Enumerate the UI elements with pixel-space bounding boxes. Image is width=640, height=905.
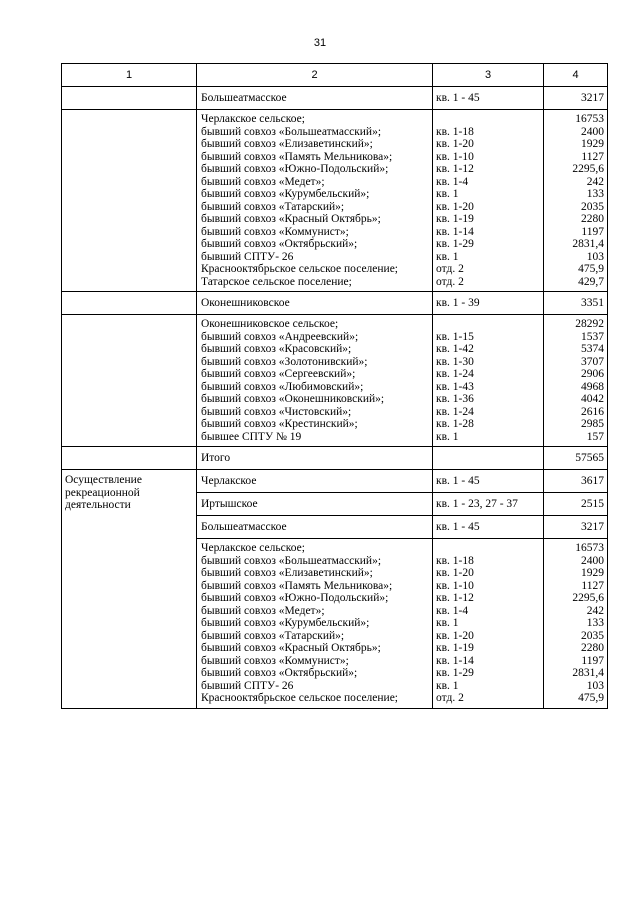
area-value: 16573	[575, 542, 604, 554]
subdivision-name: бывший совхоз «Оконешниковский»;	[201, 393, 385, 405]
quarter-range: кв. 1	[436, 617, 459, 629]
quarter-range: кв. 1-24	[436, 368, 474, 380]
quarter-range: кв. 1	[436, 430, 459, 443]
activity-type-line: рекреационной	[65, 486, 140, 499]
area-cell: 3217	[544, 87, 608, 110]
quarter-range: кв. 1	[436, 250, 459, 263]
quarter-range: кв. 1-12	[436, 592, 474, 604]
table-header-row	[62, 64, 608, 87]
subdivision-name: бывший совхоз «Татарский»;	[201, 629, 345, 642]
subdivision-name: бывший совхоз «Чистовский»;	[201, 405, 352, 418]
area-value: 2400	[581, 554, 604, 567]
table-row	[62, 292, 608, 315]
quarter-range: кв. 1-10	[436, 150, 474, 163]
forest-area-table	[61, 63, 608, 709]
area-cell	[544, 315, 608, 447]
area-value: 2035	[581, 200, 604, 213]
subdivision-name: бывший совхоз «Крестинский»;	[201, 418, 358, 430]
subdivision-name: бывший совхоз «Красный Октябрь»;	[201, 213, 381, 225]
area-value: 2616	[581, 405, 604, 418]
quarter-cell: кв. 1 - 45	[433, 470, 544, 493]
subdivision-name: бывший совхоз «Елизаветинский»;	[201, 567, 373, 579]
quarter-range: кв. 1-4	[436, 175, 469, 188]
area-value: 133	[586, 188, 604, 200]
area-value: 103	[586, 250, 604, 263]
quarter-cell	[433, 315, 544, 447]
name-cell: Оконешниковское	[197, 292, 433, 315]
col1-cell	[62, 447, 197, 470]
quarter-range: кв. 1-12	[436, 163, 474, 175]
area-value: 475,9	[578, 263, 604, 275]
name-cell	[197, 110, 433, 292]
area-value: 1197	[581, 225, 604, 238]
area-value: 2035	[581, 629, 604, 642]
area-cell: 3217	[544, 516, 608, 539]
area-value: 1197	[581, 654, 604, 667]
area-value: 429,7	[578, 275, 604, 288]
activity-type-line: деятельности	[65, 499, 131, 511]
quarter-range: кв. 1-14	[436, 654, 474, 667]
name-cell: Большеатмасское	[197, 516, 433, 539]
subdivision-name: бывший СПТУ- 26	[201, 679, 294, 692]
subdivision-name: Татарское сельское поселение;	[201, 275, 352, 288]
quarter-range	[436, 542, 540, 555]
quarter-cell	[433, 447, 544, 470]
area-cell: 3617	[544, 470, 608, 493]
table-body	[62, 64, 608, 709]
quarter-range: кв. 1-29	[436, 667, 474, 679]
quarter-cell: кв. 1 - 23, 27 - 37	[433, 493, 544, 516]
area-value: 4968	[581, 380, 604, 393]
subdivision-name: бывший совхоз «Красовский»;	[201, 343, 352, 355]
area-value: 2400	[581, 125, 604, 138]
quarter-range: кв. 1-20	[436, 629, 474, 642]
subdivision-name: бывший совхоз «Золотонивский»;	[201, 355, 368, 368]
area-cell	[544, 539, 608, 709]
subdivision-name: Оконешниковское сельское;	[201, 318, 339, 330]
quarter-range: кв. 1-19	[436, 642, 474, 654]
area-value: 103	[586, 679, 604, 692]
table-row	[62, 470, 608, 493]
subdivision-name: бывший совхоз «Южно-Подольский»;	[201, 592, 389, 604]
activity-type-line: Осуществление	[65, 474, 142, 486]
area-value: 3707	[581, 355, 604, 368]
activity-type-cell	[62, 470, 197, 709]
name-cell: Большеатмасское	[197, 87, 433, 110]
subdivision-name: бывший совхоз «Южно-Подольский»;	[201, 163, 389, 175]
subdivision-name: бывший совхоз «Коммунист»;	[201, 654, 349, 667]
header-col-2: 2	[197, 64, 433, 87]
area-value: 157	[586, 430, 604, 443]
quarter-range: кв. 1-19	[436, 213, 474, 225]
quarter-range: кв. 1-15	[436, 330, 474, 343]
col1-cell	[62, 315, 197, 447]
subdivision-name: бывший совхоз «Память Мельникова»;	[201, 150, 393, 163]
quarter-cell: кв. 1 - 39	[433, 292, 544, 315]
area-cell: 57565	[544, 447, 608, 470]
area-value: 1929	[581, 567, 604, 579]
subdivision-name: бывший совхоз «Большеатмасский»;	[201, 125, 382, 138]
quarter-range	[436, 113, 540, 126]
area-value: 4042	[581, 393, 604, 405]
name-cell: Итого	[197, 447, 433, 470]
quarter-range: отд. 2	[436, 275, 464, 288]
area-value: 133	[586, 617, 604, 629]
quarter-range: кв. 1-14	[436, 225, 474, 238]
quarter-cell	[433, 539, 544, 709]
subdivision-name: Черлакское сельское;	[201, 113, 305, 125]
quarter-range: кв. 1-18	[436, 554, 474, 567]
area-value: 1127	[581, 579, 604, 592]
subdivision-name: бывший совхоз «Октябрьский»;	[201, 667, 358, 679]
subdivision-name: бывший совхоз «Медет»;	[201, 604, 325, 617]
area-cell: 2515	[544, 493, 608, 516]
subdivision-name: бывший совхоз «Коммунист»;	[201, 225, 349, 238]
area-value: 2280	[581, 642, 604, 654]
area-value: 2295,6	[572, 163, 604, 175]
quarter-range: кв. 1-10	[436, 579, 474, 592]
quarter-cell: кв. 1 - 45	[433, 87, 544, 110]
quarter-range: кв. 1-18	[436, 125, 474, 138]
quarter-range: кв. 1-28	[436, 418, 474, 430]
area-value: 2985	[581, 418, 604, 430]
name-cell	[197, 315, 433, 447]
area-value: 2831,4	[572, 667, 604, 679]
area-value: 242	[586, 175, 604, 188]
subdivision-name: бывший совхоз «Курумбельский»;	[201, 617, 370, 629]
subdivision-name: бывший совхоз «Андреевский»;	[201, 330, 359, 343]
subdivision-name: Краснооктябрьское сельское поселение;	[201, 692, 399, 704]
header-col-4: 4	[544, 64, 608, 87]
col1-cell	[62, 110, 197, 292]
subdivision-name: Черлакское сельское;	[201, 542, 305, 554]
table-row-block	[62, 315, 608, 447]
area-value: 1537	[581, 330, 604, 343]
area-cell: 3351	[544, 292, 608, 315]
area-value: 5374	[581, 343, 604, 355]
subdivision-name: Краснооктябрьское сельское поселение;	[201, 263, 399, 275]
area-value: 242	[586, 604, 604, 617]
header-col-1: 1	[62, 64, 197, 87]
subdivision-name: бывший СПТУ- 26	[201, 250, 294, 263]
table-row-block	[62, 110, 608, 292]
quarter-cell: кв. 1 - 45	[433, 516, 544, 539]
name-cell	[197, 539, 433, 709]
quarter-range: кв. 1-43	[436, 380, 474, 393]
quarter-range: кв. 1-20	[436, 200, 474, 213]
quarter-range: кв. 1	[436, 679, 459, 692]
quarter-range: кв. 1-42	[436, 343, 474, 355]
subdivision-name: бывший совхоз «Большеатмасский»;	[201, 554, 382, 567]
subdivision-name: бывший совхоз «Красный Октябрь»;	[201, 642, 381, 654]
area-value: 2295,6	[572, 592, 604, 604]
quarter-range: кв. 1-29	[436, 238, 474, 250]
subdivision-name: бывший совхоз «Сергеевский»;	[201, 368, 356, 380]
name-cell: Иртышское	[197, 493, 433, 516]
quarter-cell	[433, 110, 544, 292]
subdivision-name: бывший совхоз «Татарский»;	[201, 200, 345, 213]
header-col-3: 3	[433, 64, 544, 87]
subdivision-name: бывший совхоз «Октябрьский»;	[201, 238, 358, 250]
area-value: 16753	[575, 113, 604, 125]
subdivision-name: бывший совхоз «Медет»;	[201, 175, 325, 188]
page-number: 31	[313, 37, 327, 49]
area-value: 1127	[581, 150, 604, 163]
quarter-range	[436, 318, 540, 331]
area-value: 2280	[581, 213, 604, 225]
col1-cell	[62, 87, 197, 110]
area-value: 2831,4	[572, 238, 604, 250]
subdivision-name: бывший совхоз «Елизаветинский»;	[201, 138, 373, 150]
area-value: 1929	[581, 138, 604, 150]
area-cell	[544, 110, 608, 292]
quarter-range: кв. 1-20	[436, 138, 474, 150]
quarter-range: кв. 1-24	[436, 405, 474, 418]
quarter-range: кв. 1-4	[436, 604, 469, 617]
quarter-range: отд. 2	[436, 263, 464, 275]
subdivision-name: бывшее СПТУ № 19	[201, 430, 302, 443]
quarter-range: кв. 1-36	[436, 393, 474, 405]
subdivision-name: бывший совхоз «Память Мельникова»;	[201, 579, 393, 592]
quarter-range: кв. 1-20	[436, 567, 474, 579]
area-value: 475,9	[578, 692, 604, 704]
quarter-range: кв. 1	[436, 188, 459, 200]
quarter-range: отд. 2	[436, 692, 464, 704]
name-cell: Черлакское	[197, 470, 433, 493]
subdivision-name: бывший совхоз «Курумбельский»;	[201, 188, 370, 200]
table-row	[62, 447, 608, 470]
area-value: 28292	[575, 318, 604, 330]
table-row	[62, 87, 608, 110]
col1-cell	[62, 292, 197, 315]
quarter-range: кв. 1-30	[436, 355, 474, 368]
area-value: 2906	[581, 368, 604, 380]
subdivision-name: бывший совхоз «Любимовский»;	[201, 380, 364, 393]
